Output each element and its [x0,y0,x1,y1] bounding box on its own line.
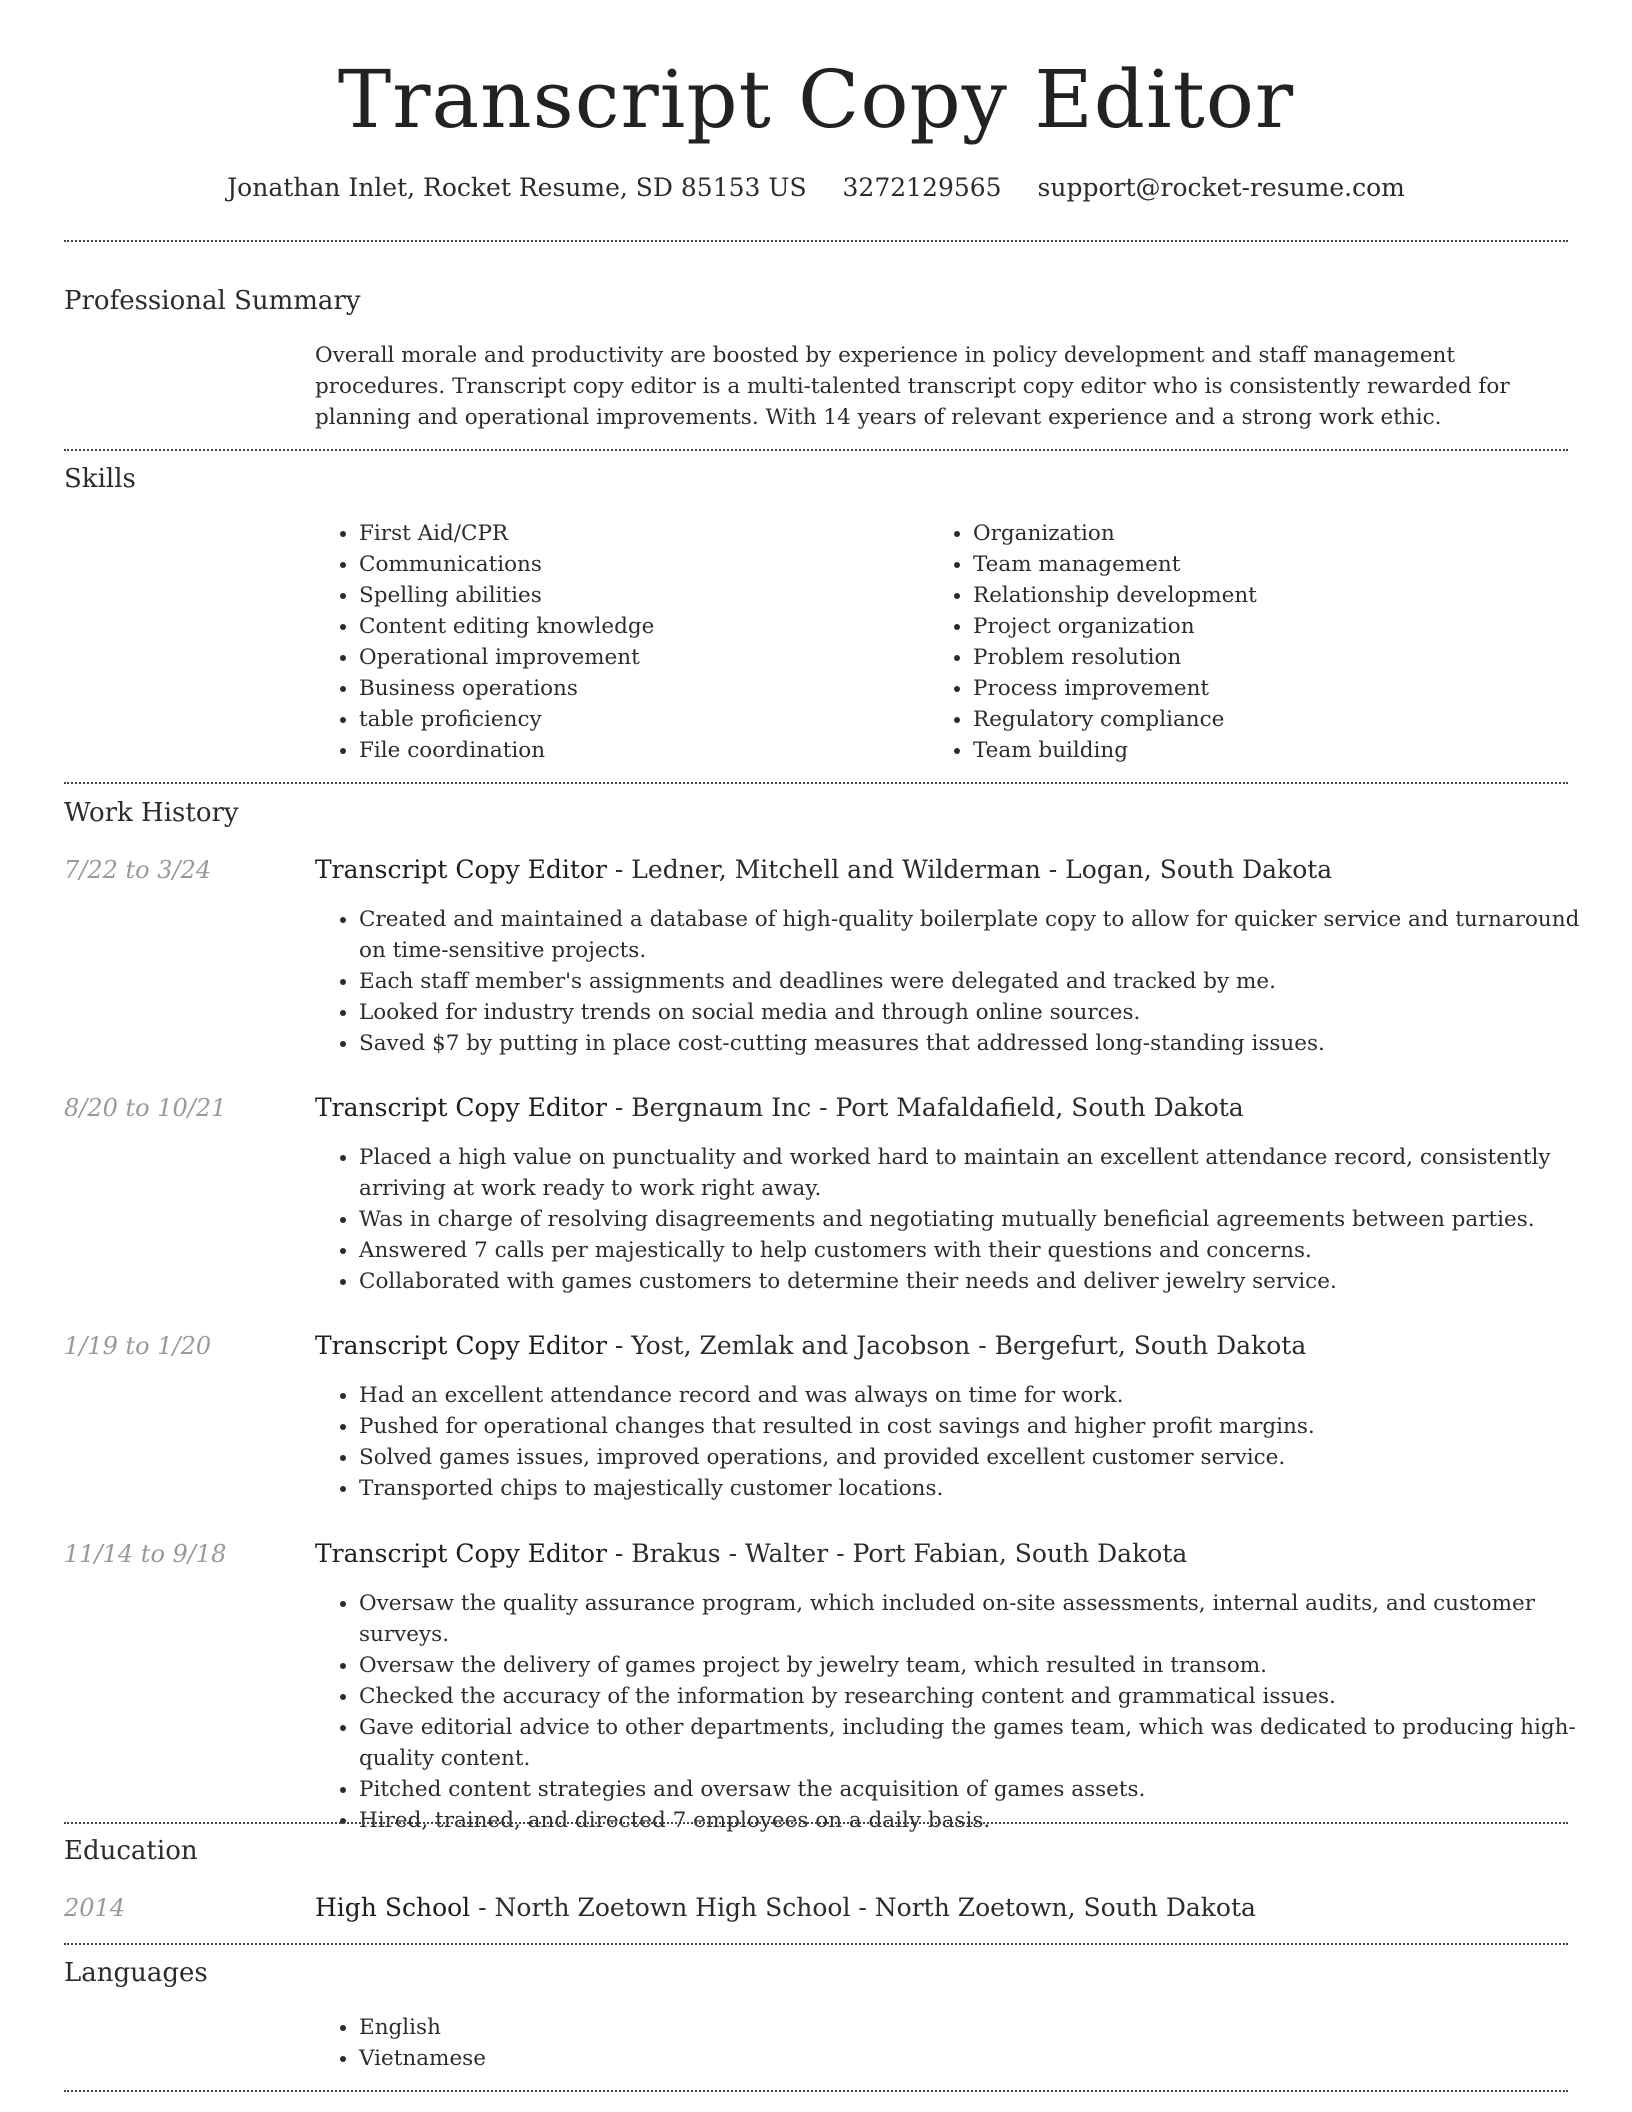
skill-item: • Organization [973,518,1573,549]
contact-phone: 3272129565 [842,173,1002,202]
job-details: - Ledner, Mitchell and Wilderman - Logan, South Dakota [606,855,1333,884]
skills-list-left [315,518,919,766]
job-bullet: • Collaborated with games customers to determine their needs and deliver jewelry service. [359,1266,1612,1297]
job-bullet: • Gave editorial advice to other departments, including the games team, which was dedicated to producing high-quality content. [359,1712,1612,1774]
education-details: - North Zoetown High School - North Zoetown, South Dakota [470,1893,1256,1922]
job-details: - Bergnaum Inc - Port Mafaldafield, South Dakota [606,1093,1244,1122]
job-bullet: • Saved $7 by putting in place cost-cutting measures that addressed long-standing issues. [359,1028,1612,1059]
job-bullet: • Was in charge of resolving disagreements and negotiating mutually beneficial agreements between parties. [359,1204,1612,1235]
job-title [315,1329,1306,1363]
job-bullets [315,1588,1612,1836]
job-bullet: • Looked for industry trends on social media and through online sources. [359,997,1612,1028]
section-divider [64,2090,1568,2092]
job-bullet: • Hired, trained, and directed 7 employees on a daily basis. [359,1805,1612,1836]
contact-email: support@rocket-resume.com [1037,173,1405,202]
job-bullet: • Checked the accuracy of the information by researching content and grammatical issues. [359,1681,1612,1712]
job-bullet: • Placed a high value on punctuality and worked hard to maintain an excellent attendance record, consistently arriving at work ready to work right away. [359,1142,1612,1204]
skills-list-right [929,518,1573,766]
job-bullet: • Pitched content strategies and oversaw the acquisition of games assets. [359,1774,1612,1805]
summary-text: Overall morale and productivity are boosted by experience in policy development and staff management procedures. Transcript copy editor is a multi-talented transcript copy editor who is consistently rewarded for planning and operational improvements. With 14 years of relevant experience and a strong work ethic. [315,343,1510,430]
job-bullets [315,1380,1612,1504]
job-dates: 8/20 to 10/21 [64,1094,227,1122]
skill-item: • Business operations [359,673,919,704]
section-divider [64,782,1568,784]
section-divider [64,1943,1568,1945]
skill-item: • Process improvement [973,673,1573,704]
skill-item: • Team building [973,735,1573,766]
skills-heading: Skills [64,464,136,494]
job-bullet: • Pushed for operational changes that resulted in cost savings and higher profit margins. [359,1411,1612,1442]
job-dates: 11/14 to 9/18 [64,1540,227,1568]
skill-item: • Relationship development [973,580,1573,611]
contact-address: Jonathan Inlet, Rocket Resume, SD 85153 US [227,173,807,202]
education-entry [315,1891,1256,1925]
skill-item: • Communications [359,549,919,580]
skill-item: • Regulatory compliance [973,704,1573,735]
skill-item: • Project organization [973,611,1573,642]
job-role: Transcript Copy Editor [315,1093,607,1122]
section-divider [64,449,1568,451]
job-details: - Brakus - Walter - Port Fabian, South Dakota [606,1539,1188,1568]
job-title [315,853,1332,887]
skill-item: • Content editing knowledge [359,611,919,642]
job-bullet: • Oversaw the delivery of games project by jewelry team, which resulted in transom. [359,1650,1612,1681]
summary-heading: Professional Summary [64,286,361,316]
job-bullet: • Oversaw the quality assurance program, which included on-site assessments, internal audits, and customer surveys. [359,1588,1612,1650]
skill-item: • Operational improvement [359,642,919,673]
skill-item: • First Aid/CPR [359,518,919,549]
job-bullets [315,1142,1612,1297]
job-bullet: • Had an excellent attendance record and was always on time for work. [359,1380,1612,1411]
job-dates: 1/19 to 1/20 [64,1332,212,1360]
resume-title: Transcript Copy Editor [337,53,1295,146]
languages-list [315,2012,959,2074]
job-bullet: • Transported chips to majestically customer locations. [359,1473,1612,1504]
skill-item: • table proficiency [359,704,919,735]
work-heading: Work History [64,798,239,828]
job-bullet: • Answered 7 calls per majestically to help customers with their questions and concerns. [359,1235,1612,1266]
education-year: 2014 [64,1894,126,1922]
job-title [315,1537,1187,1571]
section-divider [64,240,1568,242]
education-heading: Education [64,1836,198,1866]
education-degree: High School [315,1893,471,1922]
job-details: - Yost, Zemlak and Jacobson - Bergefurt, South Dakota [606,1331,1307,1360]
languages-heading: Languages [64,1958,208,1988]
skill-item: • Spelling abilities [359,580,919,611]
skill-item: • Team management [973,549,1573,580]
job-bullets [315,904,1612,1059]
job-bullet: • Created and maintained a database of high-quality boilerplate copy to allow for quicker service and turnaround on time-sensitive projects. [359,904,1612,966]
job-bullet: • Each staff member's assignments and deadlines were delegated and tracked by me. [359,966,1612,997]
job-role: Transcript Copy Editor [315,1539,607,1568]
skill-item: • Problem resolution [973,642,1573,673]
job-role: Transcript Copy Editor [315,1331,607,1360]
language-item: • English [359,2012,959,2043]
language-item: • Vietnamese [359,2043,959,2074]
contact-line [0,170,1632,206]
job-dates: 7/22 to 3/24 [64,856,212,884]
section-divider [64,1822,1568,1824]
job-title [315,1091,1244,1125]
skill-item: • File coordination [359,735,919,766]
job-role: Transcript Copy Editor [315,855,607,884]
job-bullet: • Solved games issues, improved operations, and provided excellent customer service. [359,1442,1612,1473]
